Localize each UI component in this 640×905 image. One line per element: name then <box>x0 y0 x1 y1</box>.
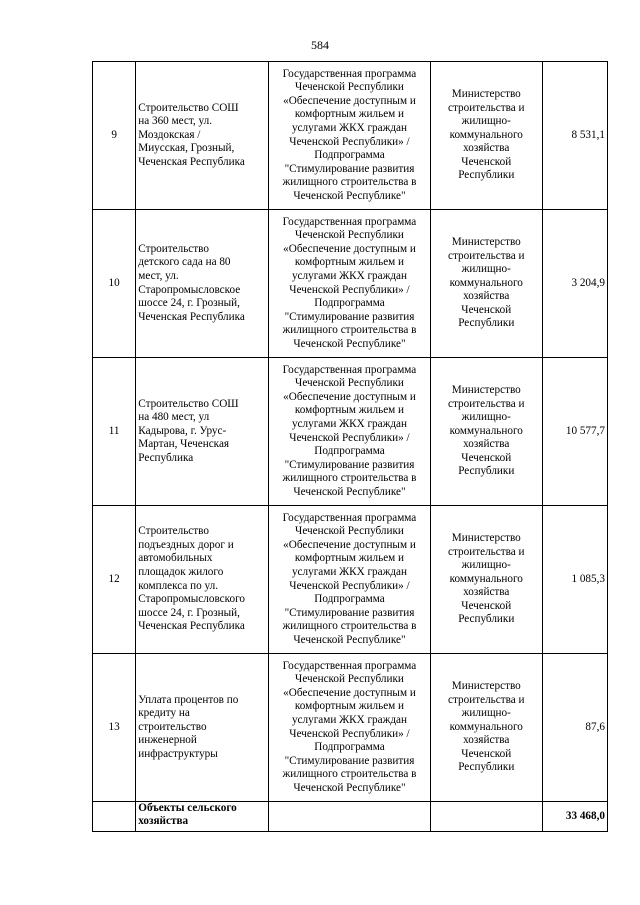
row-number: 10 <box>93 210 136 358</box>
table-row <box>93 62 608 210</box>
object-name: Уплата процентов по кредиту на строительство инженерной инфраструктуры <box>136 654 269 802</box>
responsible-org: Министерство строительства и жилищно- коммунального хозяйства Чеченской Республики <box>430 654 542 802</box>
responsible-org: Министерство строительства и жилищно- коммунального хозяйства Чеченской Республики <box>430 358 542 506</box>
row-number: 9 <box>93 62 136 210</box>
row-number: 11 <box>93 358 136 506</box>
object-name: Строительство подъездных дорог и автомобильных площадок жилого комплекса по ул. Старопромысловского шоссе 24, г. Грозный, Чеченская Республика <box>136 506 269 654</box>
program-name: Государственная программа Чеченской Республики «Обеспечение доступным и комфортным жильем и услугами ЖКХ граждан Чеченской Республики» / Подпрограмма "Стимулирование развития жилищного строительства в Чеченской Республике" <box>269 654 431 802</box>
amount-cell: 3 204,9 <box>542 210 607 358</box>
responsible-org: Министерство строительства и жилищно- коммунального хозяйства Чеченской Республики <box>430 506 542 654</box>
program-name: Государственная программа Чеченской Республики «Обеспечение доступным и комфортным жильем и услугами ЖКХ граждан Чеченской Республики» / Подпрограмма "Стимулирование развития жилищного строительства в Чеченской Республике" <box>269 358 431 506</box>
amount-cell: 1 085,3 <box>542 506 607 654</box>
total-program-cell <box>269 802 431 832</box>
row-number: 12 <box>93 506 136 654</box>
object-name: Строительство СОШ на 360 мест, ул. Моздокская / Миусская, Грозный, Чеченская Республика <box>136 62 269 210</box>
row-number: 13 <box>93 654 136 802</box>
table-row <box>93 358 608 506</box>
amount-cell: 87,6 <box>542 654 607 802</box>
total-num-cell <box>93 802 136 832</box>
amount-cell: 10 577,7 <box>542 358 607 506</box>
responsible-org: Министерство строительства и жилищно- коммунального хозяйства Чеченской Республики <box>430 210 542 358</box>
object-name: Строительство детского сада на 80 мест, ул. Старопромысловское шоссе 24, г. Грозный, Чеченская Республика <box>136 210 269 358</box>
amount-cell: 8 531,1 <box>542 62 607 210</box>
program-name: Государственная программа Чеченской Республики «Обеспечение доступным и комфортным жильем и услугами ЖКХ граждан Чеченской Республики» / Подпрограмма "Стимулирование развития жилищного строительства в Чеченской Республике" <box>269 62 431 210</box>
total-row <box>93 802 608 832</box>
program-name: Государственная программа Чеченской Республики «Обеспечение доступным и комфортным жильем и услугами ЖКХ граждан Чеченской Республики» / Подпрограмма "Стимулирование развития жилищного строительства в Чеченской Республике" <box>269 210 431 358</box>
table-row <box>93 654 608 802</box>
table-row <box>93 210 608 358</box>
total-label: Объекты сельского хозяйства <box>136 802 269 832</box>
budget-table <box>92 61 608 832</box>
total-amount: 33 468,0 <box>542 802 607 832</box>
responsible-org: Министерство строительства и жилищно- коммунального хозяйства Чеченской Республики <box>430 62 542 210</box>
total-org-cell <box>430 802 542 832</box>
object-name: Строительство СОШ на 480 мест, ул Кадырова, г. Урус- Мартан, Чеченская Республика <box>136 358 269 506</box>
program-name: Государственная программа Чеченской Республики «Обеспечение доступным и комфортным жильем и услугами ЖКХ граждан Чеченской Республики» / Подпрограмма "Стимулирование развития жилищного строительства в Чеченской Республике" <box>269 506 431 654</box>
page-number: 584 <box>311 38 329 52</box>
table-row <box>93 506 608 654</box>
